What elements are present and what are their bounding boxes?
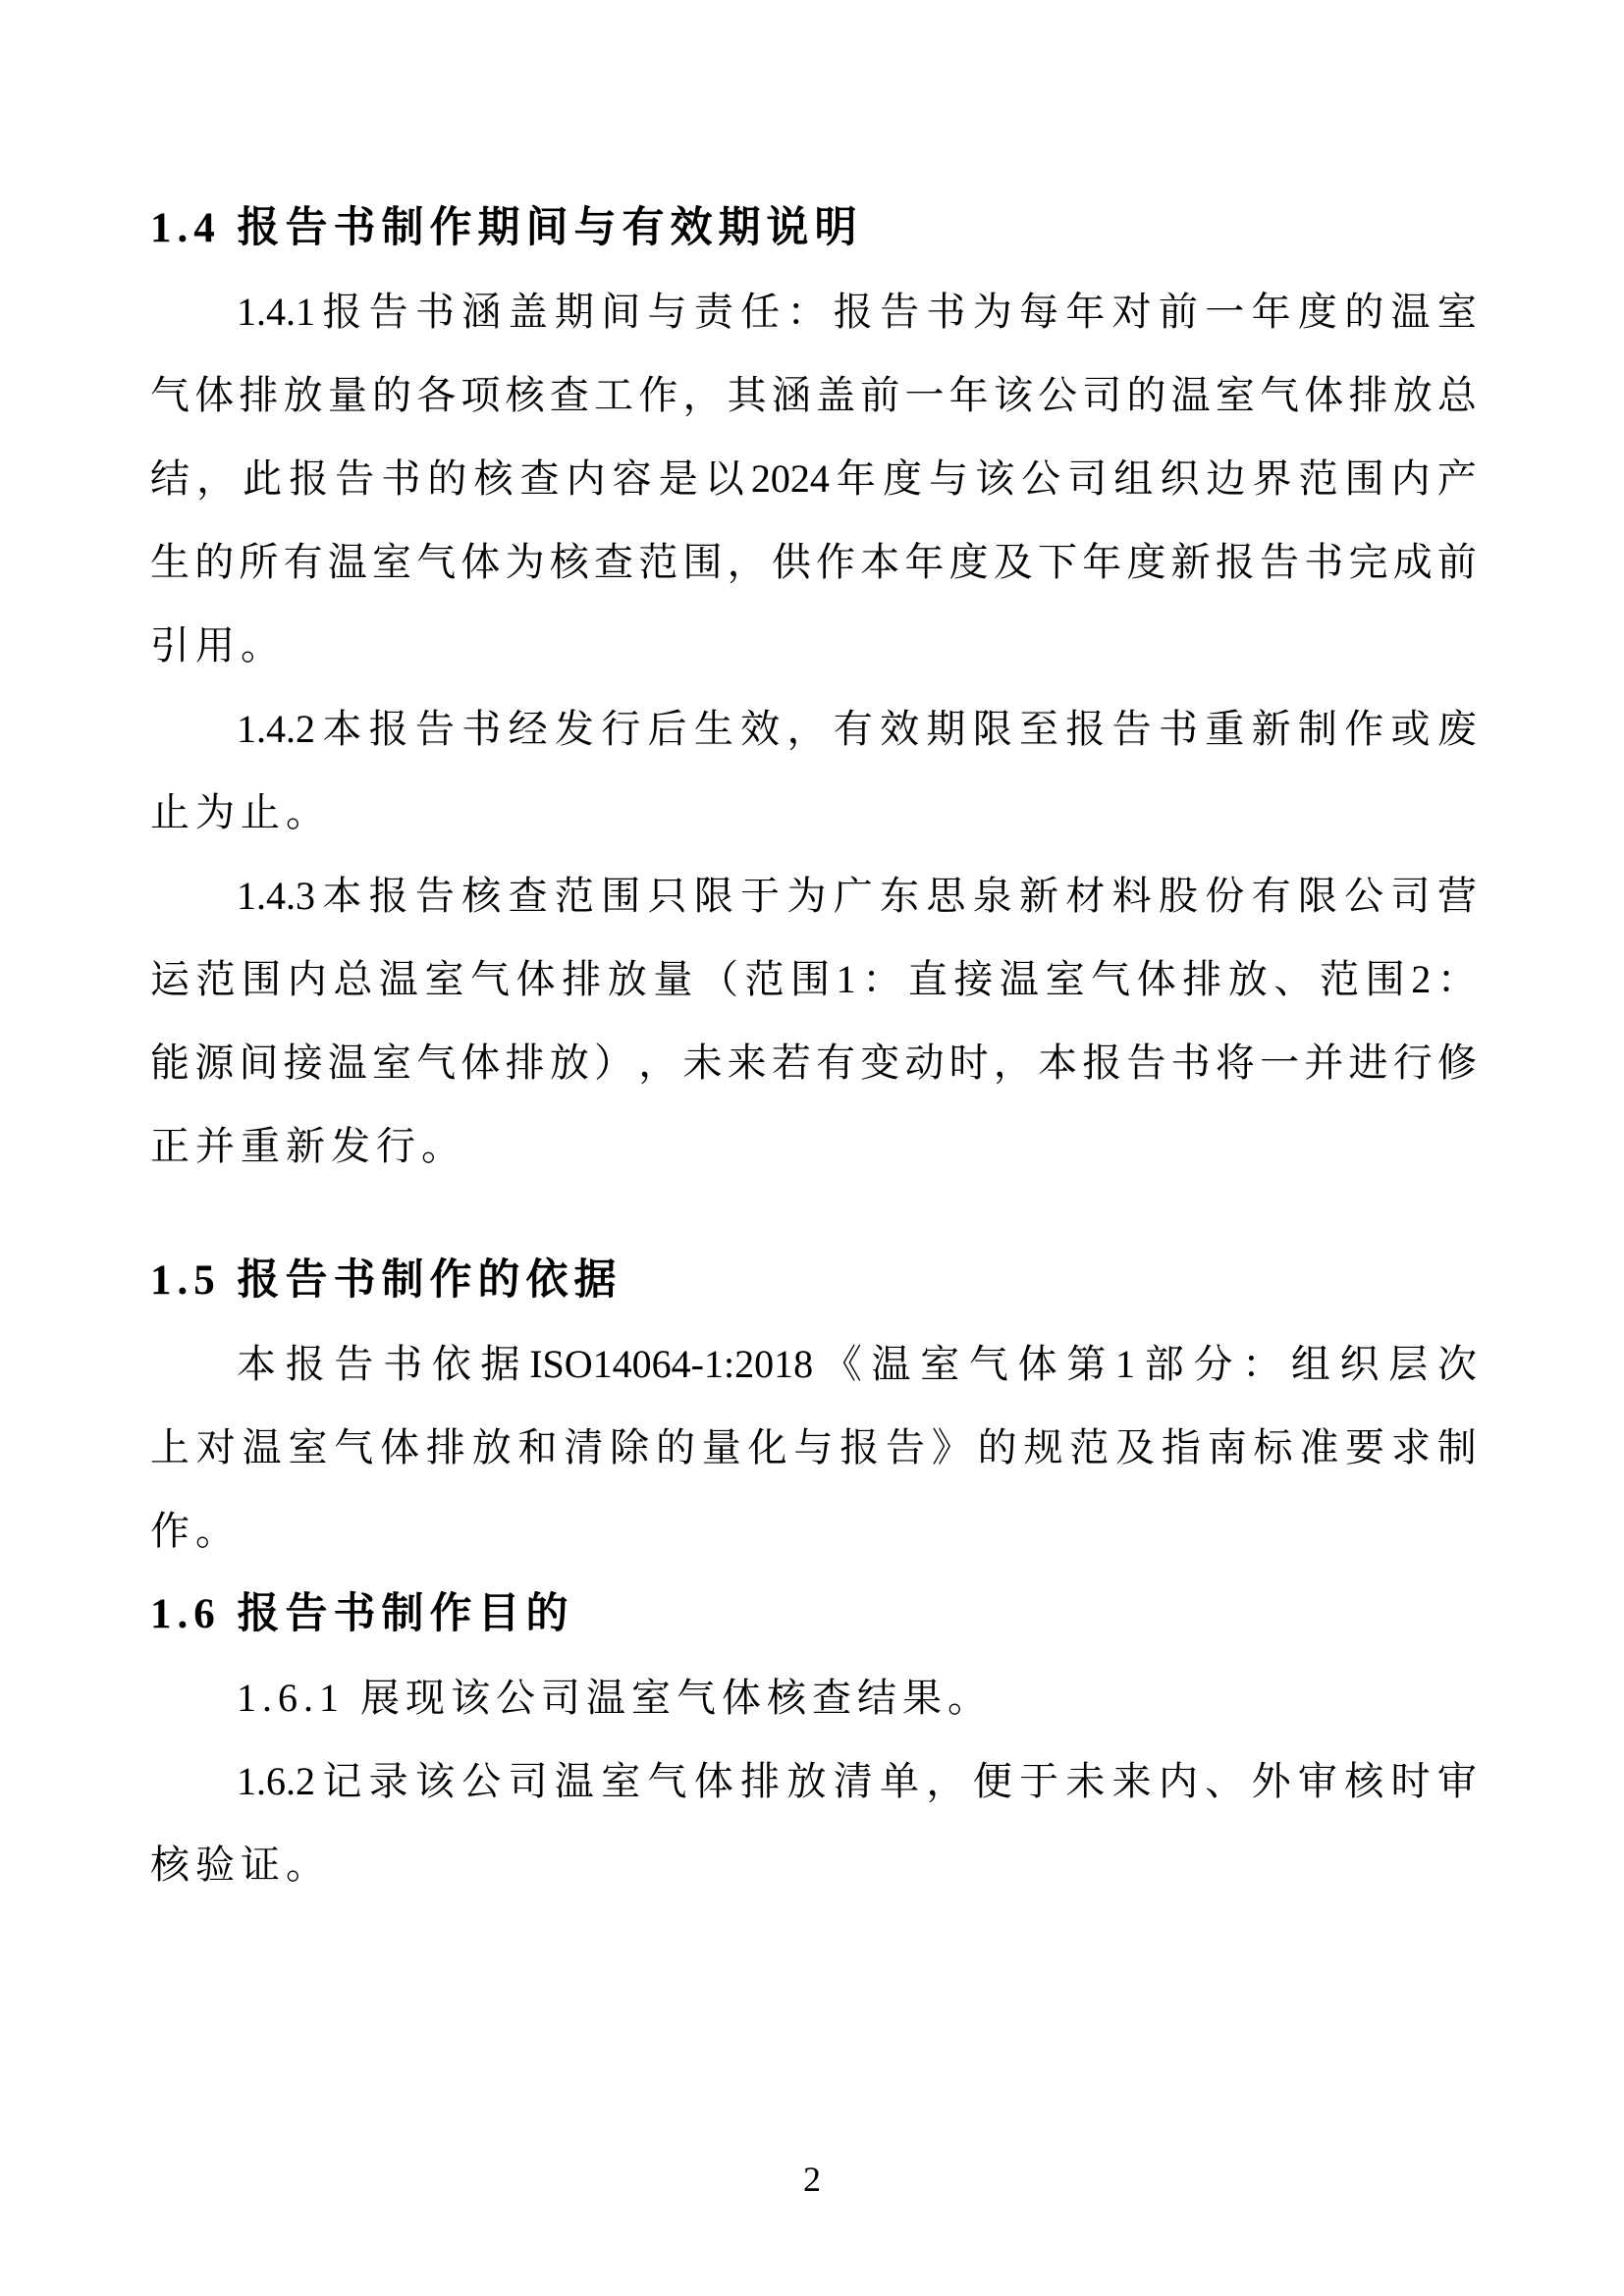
text-line: 运 范 围 内 总 温 室 气 体 排 放 量 （ 范 围 1 ： 直 接 温 室 气 体 排 放 、 范 围 2 ： [150,957,1477,1001]
paragraph [150,854,1477,1188]
text-line: 上 对 温 室 气 体 排 放 和 清 除 的 量 化 与 报 告 》 的 规 范 及 指 南 标 准 要 求 制 [150,1425,1477,1469]
document-body [150,187,1477,1906]
text-line: 气 体 排 放 量 的 各 项 核 查 工 作 ， 其 涵 盖 前 一 年 该 公 司 的 温 室 气 体 排 放 总 [150,373,1477,417]
text-line: 核验证。 [150,1842,331,1887]
text-line: 正并重新发行。 [150,1124,466,1168]
paragraph [150,1656,1477,1739]
section-heading: 1.6 报告书制作目的 [150,1591,574,1637]
text-line: 1.6.1 展现该公司温室气体核查结果。 [237,1676,993,1720]
text-line: 能 源 间 接 温 室 气 体 排 放 ） ， 未 来 若 有 变 动 时 ， 本 报 告 书 将 一 并 进 行 修 [150,1041,1477,1085]
text-line: 1.4.3 本 报 告 核 查 范 围 只 限 于 为 广 东 思 泉 新 材 料 股 份 有 限 公 司 营 [237,874,1477,918]
page-number: 2 [803,2160,821,2199]
paragraph [150,1739,1477,1906]
text-line: 结 ， 此 报 告 书 的 核 查 内 容 是 以 2024 年 度 与 该 公 司 组 织 边 界 范 围 内 产 [150,456,1477,501]
text-line: 作。 [150,1509,241,1553]
text-line: 本 报 告 书 依 据 ISO14064-1:2018 《 温 室 气 体 第 1 部 分 ： 组 织 层 次 [237,1342,1477,1386]
paragraph [150,270,1477,687]
text-line: 1.4.1 报 告 书 涵 盖 期 间 与 责 任 ： 报 告 书 为 每 年 对 前 一 年 度 的 温 室 [237,290,1477,334]
text-line: 1.4.2 本 报 告 书 经 发 行 后 生 效 ， 有 效 期 限 至 报 告 书 重 新 制 作 或 废 [237,707,1477,751]
text-line: 引用。 [150,623,286,667]
section-heading: 1.5 报告书制作的依据 [150,1257,623,1304]
text-line: 1.6.2 记 录 该 公 司 温 室 气 体 排 放 清 单 ， 便 于 未 来 内 、 外 审 核 时 审 [237,1759,1477,1803]
section-heading: 1.4 报告书制作期间与有效期说明 [150,205,863,251]
paragraph [150,687,1477,854]
text-line: 止为止。 [150,790,331,834]
paragraph [150,1322,1477,1573]
text-line: 生 的 所 有 温 室 气 体 为 核 查 范 围 ， 供 作 本 年 度 及 下 年 度 新 报 告 书 完 成 前 [150,540,1477,584]
